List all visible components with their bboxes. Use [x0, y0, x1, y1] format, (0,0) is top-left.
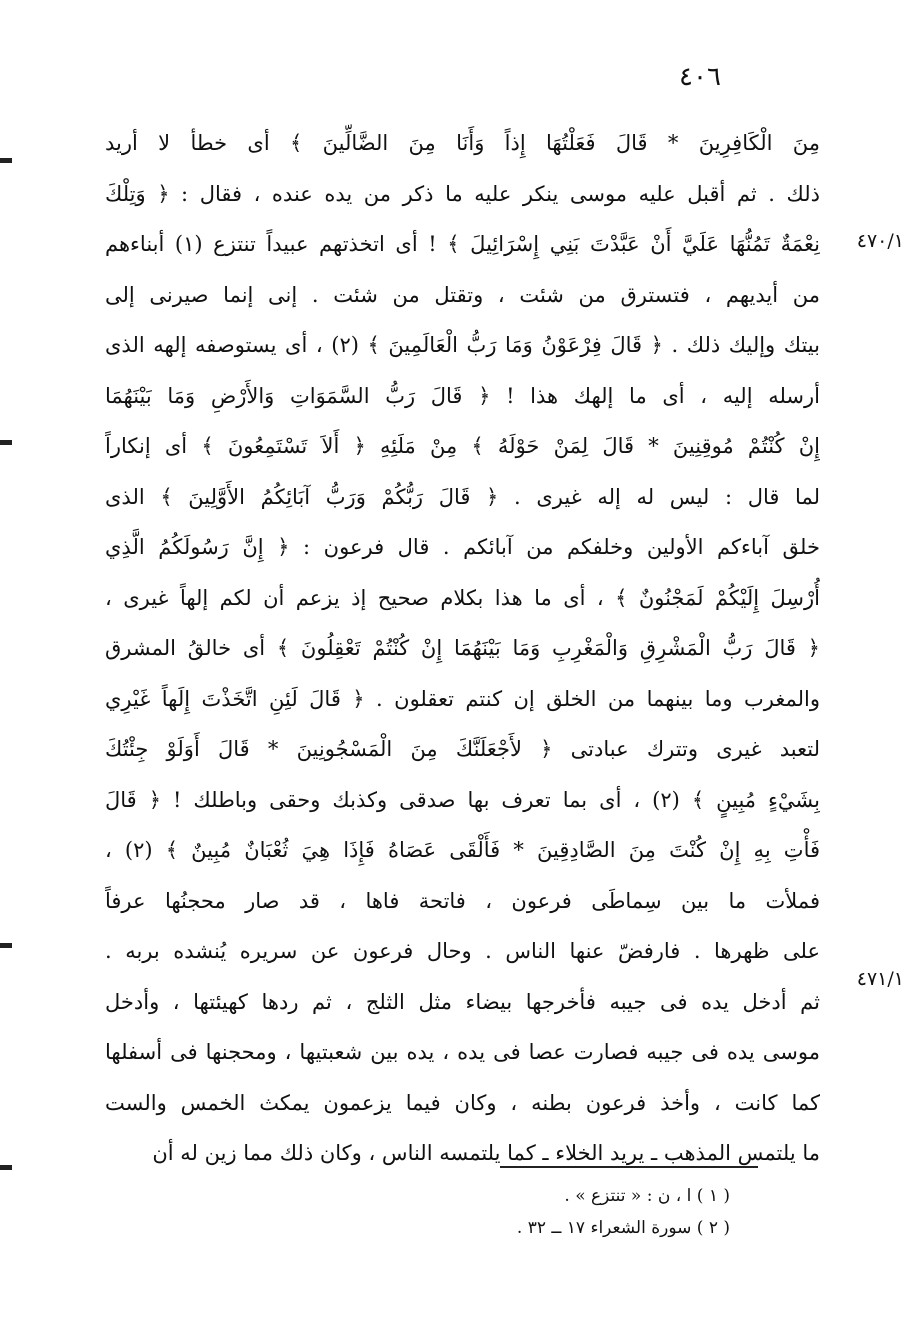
text-line: أرسله إليه ، أى ما إلهك هذا ! ﴿ قَالَ رَبُّ السَّمَوَاتِ وَالأَرْضِ وَمَا بَيْنَهُمَا [105, 383, 820, 408]
scan-edge-mark [0, 943, 12, 948]
footnote: ( ٢ ) سورة الشعراء ١٧ ــ ٣٢ . [516, 1218, 730, 1238]
text-line: بيتك وإليك ذلك . ﴿ قَالَ فِرْعَوْنُ وَمَا رَبُّ الْعَالَمِينَ ﴾ (٢) ، أى يستوصفه إلهه الذى [105, 333, 820, 357]
text-line: إِنْ كُنْتُمْ مُوقِنِينَ * قَالَ لِمَنْ حَوْلَهُ ﴾ مِنْ مَلَئِهِ ﴿ أَلاَ تَسْتَمِعُونَ ﴾ أى إنكاراً [105, 434, 820, 458]
text-line: ﴿ قَالَ رَبُّ الْمَشْرِقِ وَالْمَغْرِبِ وَمَا بَيْنَهُمَا إِنْ كُنْتُمْ تَعْقِلُونَ ﴾ أى خالقُ المشرق [105, 636, 820, 660]
text-line: أُرْسِلَ إِلَيْكُمْ لَمَجْنُونٌ ﴾ ، أى ما هذا بكلام صحيح إذ يزعم أن لكم إلهاً غيرى ، [105, 585, 820, 610]
text-line: كما كانت ، وأخذ فرعون بطنه ، وكان فيما يزعمون يمكث الخمس والست [105, 1090, 820, 1115]
scan-edge-mark [0, 1165, 12, 1170]
text-line: مِنَ الْكَافِرِينَ * قَالَ فَعَلْتُهَا إِذاً وَأَنَا مِنَ الضَّالِّينَ ﴾ أى خطأ لا أريد [105, 131, 820, 155]
text-line: ما يلتمس المذهب ـ يريد الخلاء ـ كما يلتمسه الناس ، وكان ذلك مما زين له أن [152, 1141, 820, 1165]
footnote: ( ١ ) ا ، ن : « تنتزع » . [564, 1186, 730, 1206]
text-line: ذلك . ثم أقبل عليه موسى ينكر عليه ما ذكر من يده عنده ، فقال : ﴿ وَتِلْكَ [105, 181, 820, 206]
text-line: لما قال : ليس له إله غيرى . ﴿ قَالَ رَبُّكُمْ وَرَبُّ آبَائِكُمُ الأَوَّلِينَ ﴾ الذى [105, 484, 820, 509]
footnotes [400, 1180, 730, 1244]
footnote-divider [500, 1166, 758, 1168]
margin-reference: ٤٧٠/١ [856, 230, 904, 252]
text-line: بِشَيْءٍ مُبِينٍ ﴾ (٢) ، أى بما تعرف بها صدقى وكذبك وحقى وباطلك ! ﴿ قَالَ [105, 787, 820, 812]
scan-edge-mark [0, 440, 12, 445]
text-line: ثم أدخل يده فى جيبه فأخرجها بيضاء مثل الثلج ، ثم ردها كهيئتها ، وأدخل [105, 989, 820, 1014]
text-line: والمغرب وما بينهما من الخلق إن كنتم تعقلون . ﴿ قَالَ لَئِنِ اتَّخَذْتَ إِلَهاً غَيْرِي [105, 686, 820, 711]
text-line: على ظهرها . فارفضّ عنها الناس . وحال فرعون عن سريره يُنشده بربه . [105, 939, 820, 963]
text-line: موسى يده فى جيبه فصارت عصا فى يده ، يده بين شعبتيها ، ومحجنها فى أسفلها [105, 1040, 820, 1064]
margin-reference: ٤٧١/١ [856, 968, 904, 990]
text-line: خلق آباءكم الأولين وخلفكم من آبائكم . قال فرعون : ﴿ إِنَّ رَسُولَكُمُ الَّذِي [105, 535, 820, 559]
main-text [105, 118, 820, 1179]
text-line: من أيديهم ، فتسترق من شئت ، وتقتل من شئت . إنى إنما صيرنى إلى [105, 282, 820, 307]
text-line: فَأْتِ بِهِ إِنْ كُنْتَ مِنَ الصَّادِقِينَ * فَأَلْقَى عَصَاهُ فَإِذَا هِيَ ثُعْبَانٌ مُبِينٌ ﴾ (٢) ، [105, 838, 820, 862]
scan-edge-mark [0, 158, 12, 163]
text-line: نِعْمَةٌ تَمُنُّهَا عَلَيَّ أَنْ عَبَّدْتَ بَنِي إِسْرَائِيلَ ﴾ ! أى اتخذتهم عبيداً تنتزع (١) أبناءهم [105, 232, 820, 256]
page-number: ٤٠٦ [679, 62, 721, 92]
text-line: فملأت ما بين سِماطَى فرعون ، فاتحة فاها ، قد صار محجنُها عرفاً [105, 888, 820, 913]
text-line: لتعبد غيرى وتترك عبادتى ﴿ لأَجْعَلَنَّكَ مِنَ الْمَسْجُونِينَ * قَالَ أَوَلَوْ جِئْتُكَ [105, 737, 820, 761]
